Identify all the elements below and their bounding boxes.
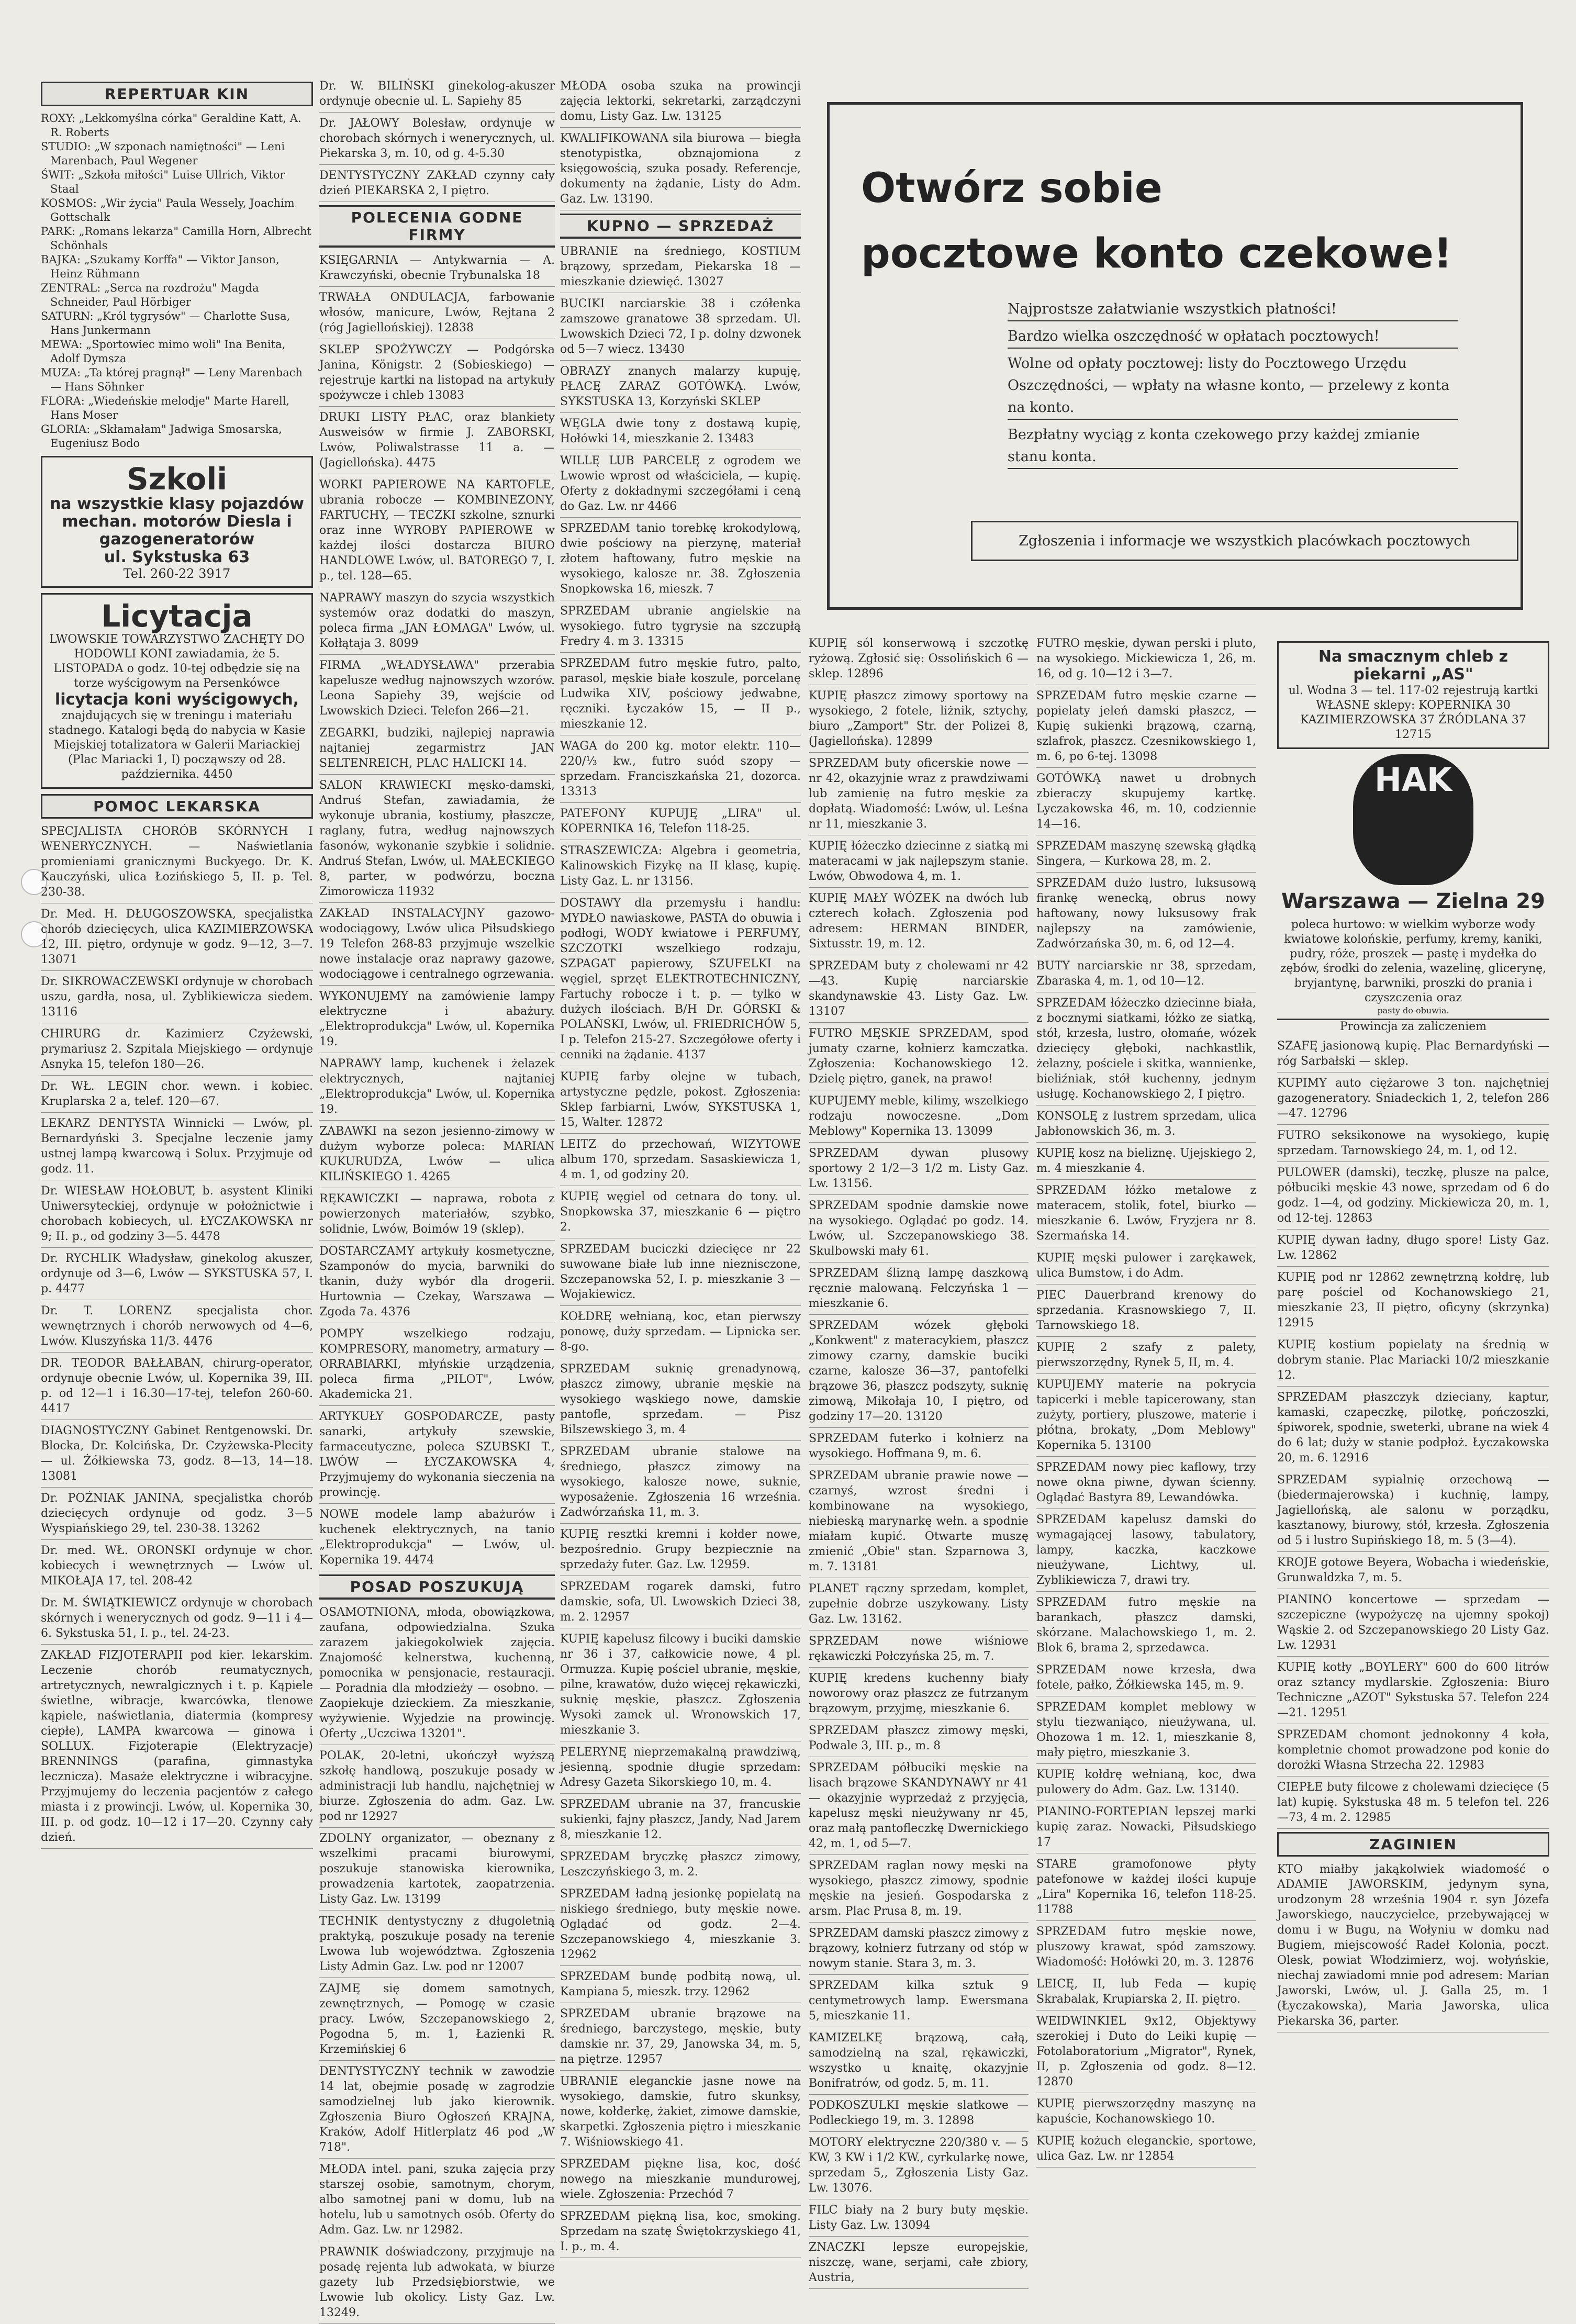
section-header-pomoc: POMOC LEKARSKA	[41, 794, 313, 819]
classified-ad: SPRZEDAM futro męskie futro, palto, parasol, męskie białe koszule, porcelanę Ludwika XIV, pościowy jedwabne, ręczniki. Łyczaków 15, — II p., mieszkanie 12.	[560, 656, 801, 735]
classified-ad: SPRZEDAM nowy piec kaflowy, trzy nowe okna piwne, dywan ścienny. Oglądać Bastyra 89, Lewandówka.	[1036, 1460, 1256, 1509]
classified-ad: Dr. T. LORENZ specjalista chor. wewnętrznych i chorób nerwowych od 4—6, Lwów. Kluszyńska 11/3. 4476	[41, 1303, 313, 1353]
classified-ad: LEICĘ, II, lub Feda — kupię Skrabalak, Krupiarska 2, II. piętro.	[1036, 1976, 1256, 2010]
classified-ad: SPRZEDAM łóżko metalowe z materacem, stolik, fotel, biurko — mieszkanie 6. Lwów, Fryzjera nr 8. Szermańska 14.	[1036, 1183, 1256, 1247]
classified-ad: SPRZEDAM ubranie prawie nowe — czarnyś, wzrost średni i kombinowane na wysokiego, niebieską marynarkę wełn. a spodnie miałam kupić. Otwarte muszę zmienić „Obie" stan. Szparnowa 3, m. 7. 13181	[809, 1468, 1029, 1578]
classified-ad: PULOWER (damski), teczkę, plusze na palce, półbuciki męskie 43 nowe, sprzedam od 6 do godz. 1—4, od godziny. Mickiewicza 20, m. 1, od 12-tej. 12863	[1277, 1165, 1549, 1230]
classified-ad: SPRZEDAM ubranie stalowe na średniego, płaszcz zimowy na wysokiego, kalosze nowe, suknie, wyposażenie. Zgłoszenia 16 września. Zadwórzańska 11, m. 3.	[560, 1444, 801, 1524]
classified-ad: STRASZEWICZA: Algebra i geometria, Kalinowskich Fizykę na II klasę, kupię. Listy Gaz. L. nr 13156.	[560, 843, 801, 892]
classified-ad: CIEPŁE buty filcowe z cholewami dziecięce (5 lat) kupię. Sykstuska 48 m. 5 telefon tel. 226—73, 4 m. 2. 12985	[1277, 1780, 1549, 1829]
column-4-left	[809, 636, 1029, 2292]
classified-ad: SPRZEDAM komplet meblowy w stylu tiezwaniąco, nieużywana, ul. Ohozowa 1 m. 12. 1, mieszkanie 8, mały piętro, mieszkanie 3.	[1036, 1700, 1256, 1764]
classified-ad: SPRZEDAM futerko i kołnierz na wysokiego. Hoffmana 9, m. 6.	[809, 1431, 1029, 1465]
classified-ad: TECHNIK dentystyczny z długoletnią praktyką, poszukuje posady na terenie Lwowa lub województwa. Zgłoszenia Listy Admin Gaz. Lw. pod nr 12007	[319, 1914, 555, 1978]
classified-ad: PELERYNĘ nieprzemakalną prawdziwą, jesienną, spodnie długie sprzedam: Adresy Gazeta Sikorskiego 10, m. 4.	[560, 1745, 801, 1794]
classified-ad: SPRZEDAM łóżeczko dziecinne biała, z bocznymi siatkami, łóżko ze siatką, stół, krzesła, lustro, ołomańe, wózek dziecięcy głęboki, nachkastlik, żelazny, pościele i skitka, wannienke, bieliźniak, stół kuchenny, jednym usługę. Kochanowskiego 2, I piętro.	[1036, 996, 1256, 1105]
classified-ad: Dr. RYCHLIK Władysław, ginekolog akuszer, ordynuje od 3—6, Lwów — SYKSTUSKA 57, I. p. 4477	[41, 1251, 313, 1300]
postal-footer: Zgłoszenia i informacje we wszystkich placówkach pocztowych	[971, 521, 1518, 561]
postal-account-ad	[827, 102, 1523, 610]
classified-ad: WĘGLA dwie tony z dostawą kupię, Hołówki 14, mieszkanie 2. 13483	[560, 416, 801, 450]
classified-ad: SPRZEDAM buciczki dziecięce nr 22 suwowane białe lub inne nieznisczone, Szczepanowska 52, I. p. mieszkanie 3 — Wojakiewicz.	[560, 1242, 801, 1306]
classified-ad: WYKONUJEMY na zamówienie lampy elektryczne i abażury. „Elektroprodukcja" Lwów, ul. Kopernika 19.	[319, 989, 555, 1053]
classified-ad: SPRZEDAM piękną lisa, koc, smoking. Sprzedam na szatę Świętokrzyskiego 41, I. p., m. 4.	[560, 2209, 801, 2258]
classified-ad: WORKI PAPIEROWE NA KARTOFLE, ubrania robocze — KOMBINEZONY, FARTUCHY, — TECZKI szkolne, sznurki oraz inne WYROBY PAPIEROWE w każdej ilości dostarcza BIURO HANDLOWE Lwów, ul. BATOREGO 7, I. p., tel. 128—65.	[319, 477, 555, 587]
classified-ad: KUPIĘ płaszcz zimowy sportowy na wysokiego, 2 fotele, liżnik, sztychy, biuro „Zamport" Str. der Polizei 8, (Jagiellońska). 12899	[809, 688, 1029, 753]
classified-ad: Dr. WIESŁAW HOŁOBUT, b. asystent Kliniki Uniwersyteckiej, ordynuje w położnictwie i chorobach kobiecych, ul. ŁYCZAKOWSKA nr 9; II. p., od godziny 3—5. 4478	[41, 1183, 313, 1248]
classified-ad: KUPIĘ pod nr 12862 zewnętrzną kołdrę, lub parę pościel od Kochanowskiego 21, mieszkanie 23, II piętro, oficyny (skrzynka) 12915	[1277, 1270, 1549, 1334]
classified-ad: DRUKI LISTY PŁAC, oraz blankiety Ausweisów w firmie J. ZABORSKI, Lwów, Poliwalstrasse 11 a. — (Jagiellońska). 4475	[319, 410, 555, 474]
classified-ad: BUTY narciarskie nr 38, sprzedam, Zbaraska 4, m. 1, od 10—12.	[1036, 958, 1256, 992]
classified-ad: SPRZEDAM damski płaszcz zimowy z brązowy, kołnierz futrzany od stóp w nowym stanie. Stara 3, m. 3.	[809, 1926, 1029, 1975]
classified-ad: SPRZEDAM płaszcz zimowy męski, Podwale 3, III. p., m. 8	[809, 1723, 1029, 1757]
classified-ad: SPRZEDAM sypialnię orzechową — (biedermajerowska) i kuchnię, lampy, Jagiellońską, ale salonu w porządku, kasztanowy, biurowy, stół, krzesła. Zgłoszenia od 5 i lustro Supińskiego 18, m. 5 (3—4).	[1277, 1472, 1549, 1552]
classified-ad: SALON KRAWIECKI męsko-damski, Andruś Stefan, zawiadamia, że wykonuje ubrania, kostiumy, płaszcze, raglany, futra, według najnowszych fasonów, wykonanie szybkie i solidnie. Andruś Stefan, Lwów, ul. MAŁECKIEGO 8, parter, w podwórzu, boczna Zimorowicza 11932	[319, 778, 555, 903]
classified-ad: DR. TEODOR BAŁŁABAN, chirurg-operator, ordynuje obecnie Lwów, ul. Kopernika 39, III. p. od 12—1 i 16.30—17-tej, telefon 260-60. 4417	[41, 1356, 313, 1420]
postal-title-line2: pocztowe konto czekowe!	[861, 230, 1452, 277]
classified-ad: SPRZEDAM rogarek damski, futro damskie, sofa, Ul. Lwowskich Dzieci 38, m. 2. 12957	[560, 1579, 801, 1628]
classified-ad: KAMIZELKĘ brązową, całą, samodzielną na szal, rękawiczki, wszystko u knaitę, okazyjnie Bonifratrów, od godz. 5, m. 11.	[809, 2030, 1029, 2095]
classified-ad: PIANINO-FORTEPIAN lepszej marki kupię zaraz. Nowacki, Piłsudskiego 17	[1036, 1804, 1256, 1853]
postal-benefit: Bardzo wielka oszczędność w opłatach pocztowych!	[1008, 326, 1458, 349]
cinema-entry: ZENTRAL: „Serca na rozdrożu" Magda Schneider, Paul Hörbiger	[41, 282, 259, 308]
classified-ad: SPRZEDAM ubranie na 37, francuskie sukienki, fajny płaszcz, Jandy, Nad Jarem 8, mieszkanie 12.	[560, 1797, 801, 1846]
auction-title: Licytacja	[101, 598, 253, 634]
classified-ad: KONSOLĘ z lustrem sprzedam, ulica Jabłonowskich 36, m. 3.	[1036, 1109, 1256, 1143]
classified-ad: MOTORY elektryczne 220/380 v. — 5 KW, 3 KW i 1/2 KW., cyrkularkę nowe, sprzedam 5,, Zgłoszenia Listy Gaz. Lw. 13076.	[809, 2135, 1029, 2199]
column-4-right	[1036, 636, 1256, 2171]
classified-ad: SPRZEDAM ładną jesionkę popielatą na niskiego średniego, buty męskie nowe. Oglądać od godz. 2—4. Szczepanowskiego 4, mieszkanie 3. 12962	[560, 1886, 801, 1966]
classified-ad: WILLĘ LUB PARCELĘ z ogrodem we Lwowie wprost od właściciela, — kupię. Oferty z dokładnymi szczegółami i ceną do Gaz. Lw. nr 4466	[560, 453, 801, 518]
classified-ad: Dr. WŁ. LEGIN chor. wewn. i kobiec. Kruplarska 2 a, telef. 120—67.	[41, 1079, 313, 1113]
classified-ad: SPRZEDAM piękne lisa, koc, dość nowego na mieszkanie mundurowej, wiele. Zgłoszenia: Przechód 7	[560, 2157, 801, 2206]
classified-ad: SPRZEDAM płaszczyk dzieciany, kaptur, kamaski, czapeczkę, pilotkę, pończoszki, śpiworek, spodnie, sweterki, ubrane na wiek 4 do 6 lat; duży w stanie podpłoż. Łyczakowska 20, m. 6. 12916	[1277, 1390, 1549, 1469]
classified-ad: SZAFĘ jasionową kupię. Plac Bernardyński — róg Sarbałski — sklep.	[1277, 1038, 1549, 1072]
classified-ad: SPRZEDAM półbuciki męskie na lisach brązowe SKANDYNAWY nr 41 — okazyjnie wyprzedaż z przyjęcia, kapelusz męski nieużywany nr 45, oraz małą pantofleczkę Dwernickiego 42, m. 1, od 5—7.	[809, 1760, 1029, 1855]
classified-ad: KUPIĘ kapelusz filcowy i buciki damskie nr 36 i 37, całkowicie nowe, 4 pl. Ormuzza. Kupię pościel ubranie, męskie, pilne, krawatów, dużo więcej rękawiczki, suknię męskie, płaszcz. Zgłoszenia Wysoki zamek ul. Wronowskich 17, mieszkanie 3.	[560, 1632, 801, 1741]
classified-ad: UBRANIE na średniego, KOSTIUM brązowy, sprzedam, Piekarska 18 — mieszkanie dziewięć. 13027	[560, 244, 801, 293]
classified-ad: KUPUJEMY materie na pokrycia tapicerki i meble tapicerowany, stan zużyty, portiery, pluszowe, materie i płótna, brokaty, „Dom Meblowy" Kopernika 5. 13100	[1036, 1377, 1256, 1457]
classified-ad: DOSTARCZAMY artykuły kosmetyczne, Szamponów do mycia, barwniki do tkanin, duży wybór dla drogerii. Hurtownia — Czekay, Warszawa — Zgoda 7a. 4376	[319, 1244, 555, 1323]
classified-ad: SPRZEDAM futro męskie czarne — popielaty jeleń damski płaszcz, — Kupię sukienki brązową, czarną, szlafrok, płaszcz. Czesnikowskiego 1, m. 6, po 6-tej. 13098	[1036, 688, 1256, 768]
section-header-posad: POSAD POSZUKUJĄ	[319, 1574, 555, 1600]
cinema-entry: SATURN: „Król tygrysów" — Charlotte Susa, Hans Junkermann	[41, 310, 290, 337]
column-2	[319, 79, 555, 2319]
classified-ad: LEITZ do przechowań, WIZYTOWE album 170, sprzedam. Sasaskiewicza 1, 4 m. 1, od godziny 20.	[560, 1137, 801, 1186]
classified-ad: NAPRAWY maszyn do szycia wszystkich systemów oraz dodatki do maszyn, poleca firma „JAN ŁOMAGA" Lwów, ul. Kołłątaja 3. 8099	[319, 590, 555, 655]
classified-ad: KROJE gotowe Beyera, Wobacha i wiedeńskie, Grunwaldzka 7, m. 5.	[1277, 1555, 1549, 1589]
classified-ad: SKLEP SPOŻYWCZY — Podgórska Janina, Königstr. 2 (Sobieskiego) — rejestruje kartki na listopad na artykuły spożywcze i chleb 13083	[319, 342, 555, 407]
cinema-entry: MEWA: „Sportowiec mimo woli" Ina Benita, Adolf Dymsza	[41, 338, 286, 365]
classified-ad: KUPIĘ farby olejne w tubach, artystyczne pędzle, pokost. Zgłoszenia: Sklep farbiarni, Lwów, SYKSTUSKA 1, 15, Walter. 12872	[560, 1069, 801, 1134]
classified-ad: PODKOSZULKI męskie slatkowe — Podleckiego 19, m. 3. 12898	[809, 2098, 1029, 2132]
classified-ad: ZDOLNY organizator, — obeznany z wszelkimi pracami biurowymi, poszukuje stanowiska kierownika, prowadzenia kartotek, zaopatrzenia. Listy Gaz. Lw. 13199	[319, 1831, 555, 1910]
lost-person-notice: KTO miałby jakąkolwiek wiadomość o ADAMIE JAWORSKIM, jedynym syna, urodzonym 28 września 1904 r. syn Józefa Jaworskiego, nauczycielce, przebywającej w domu i w Bugu, na Wołyniu w domku nad Bugiem, miejscowość Radeł Kolonia, poczt. Olesk, powiat Włodzimierz, woj. wołyńskie, niechaj zawiadomi mnie pod adresem: Marian Jaworski, Lwów, ul. J. Galla 25, m. 1 (Łyczakowska), Maria Jaworska, ulica Piekarska 36, parter.	[1277, 1862, 1549, 2032]
classified-ad: NOWE modele lamp abażurów i kuchenek elektrycznych, na tanio „Elektroprodukcja" — Lwów, ul. Kopernika 19. 4474	[319, 1507, 555, 1571]
cinema-entry: FLORA: „Wiedeńskie melodje" Marte Harell, Hans Moser	[41, 395, 290, 421]
classified-ad: SPRZEDAM futro męskie na barankach, płaszcz damski, skórzane. Malachowskiego 1, m. 2. Blok 6, brama 2, sprzedawca.	[1036, 1595, 1256, 1659]
classified-ad: SPRZEDAM kilka sztuk 9 centymetrowych lamp. Ewersmana 5, mieszkanie 11.	[809, 1978, 1029, 2027]
classified-ad: ZABAWKI na sezon jesienno-zimowy w dużym wyborze poleca: MARIAN KUKURUDZA, Lwów — ulica KILIŃSKIEGO 1. 4265	[319, 1124, 555, 1188]
classified-ad: POLAK, 20-letni, ukończył wyższą szkołę handlową, poszukuje posady w administracji lub handlu, najchętniej w biurze. Zgłoszenia do adm. Gaz. Lw. pod nr 12927	[319, 1748, 555, 1828]
classified-ad: Dr. POŹNIAK JANINA, specjalistka chorób dziecięcych ordynuje od godz. 3—5 Wyspiańskiego 29, tel. 230-38. 13262	[41, 1491, 313, 1540]
classified-ad: SPRZEDAM spodnie damskie nowe na wysokiego. Oglądać po godz. 14. Lwów, ul. Szczepanowskiego 38. Skulbowski mały 61.	[809, 1198, 1029, 1262]
classified-ad: ARTYKUŁY GOSPODARCZE, pasty sanarki, artykuły szewskie, farmaceutyczne, poleca SZUBSKI T., LWÓW — ŁYCZAKOWSKA 4, Przyjmujemy do wykonania sieczenia na prowincję.	[319, 1409, 555, 1504]
classified-ad: Dr. SIKROWACZEWSKI ordynuje w chorobach uszu, gardła, nosa, ul. Zyblikiewicza siedem. 13116	[41, 974, 313, 1023]
classified-ad: PIANINO koncertowe — sprzedam — szczepiczne (wypożyczę na ujemny spokoj) Wąskie 2. od Szczepanowskiego 20 Listy Gaz. Lw. 12931	[1277, 1592, 1549, 1657]
classified-ad: PIEC Dauerbrand krenowy do sprzedania. Krasnowskiego 7, II. Tarnowskiego 18.	[1036, 1288, 1256, 1337]
cinema-entry: STUDIO: „W szponach namiętności" — Leni Marenbach, Paul Wegener	[41, 140, 285, 167]
classified-ad: SPRZEDAM nowe wiśniowe rękawiczki Połczyńska 25, m. 7.	[809, 1634, 1029, 1668]
column-3	[560, 79, 801, 2253]
bakery-title: Na smacznym chleb z piekarni „AS"	[1318, 647, 1508, 684]
classified-ad: SPRZEDAM buty z cholewami nr 42—43. Kupię narciarskie skandynawskie 43. Listy Gaz. Lw. 13107	[809, 958, 1029, 1023]
auction-text: LWOWSKIE TOWARZYSTWO ZACHĘTY DO HODOWLI KONI zawiadamia, że 5. LISTOPADA o godz. 10-tej odbędzie się na torze wyścigowym na Persenkówce	[49, 633, 305, 690]
classified-ad: MŁODA osoba szuka na prowincji zajęcia lektorki, sekretarki, zarządczyni domu, Listy Gaz. Lw. 13125	[560, 79, 801, 128]
classified-ad: KUPIĘ kołdrę wełnianą, koc, dwa pulowery do Adm. Gaz. Lw. 13140.	[1036, 1767, 1256, 1801]
classified-ad: DENTYSTYCZNY technik w zawodzie 14 lat, obejmie posadę w zagrodzie samodzielnej lub jako kierownik. Zgłoszenia Biuro Ogłoszeń KRAJNA, Kraków, Adolf Hitlerplatz 46 pod „W 718".	[319, 2064, 555, 2159]
driving-school-address: ul. Sykstuska 63	[104, 548, 250, 566]
classified-ad: BUCIKI narciarskie 38 i czółenka zamszowe granatowe 38 sprzedam. Ul. Lwowskich Dzieci 72, I p. dolny dzwonek od 5—7 wiecz. 13430	[560, 296, 801, 361]
auction-tail: znajdujących się w treningu i materiału stadnego. Katalogi będą do nabycia w Kasie Miejskiej totalizatora w Galerii Mariackiej (Plac Mariacki 1, I) począwszy od 28. października. 4450	[48, 709, 306, 781]
cinema-entry: MUZA: „Ta której pragnął" — Leny Marenbach — Hans Söhnker	[41, 366, 303, 393]
section-header-zaginieni: ZAGINIEN	[1277, 1832, 1549, 1857]
classified-ad: KUPIĘ męski pulower i zarękawek, ulica Bumstow, i do Adm.	[1036, 1250, 1256, 1284]
classified-ad: SPRZEDAM maszynę szewską głądką Singera, — Kurkowa 28, m. 2.	[1036, 839, 1256, 873]
classified-ad: KUPIĘ kredens kuchenny biały noworowy oraz płaszcz ze futrzanym brązowym, przyjmę, mieszkanie 6.	[809, 1671, 1029, 1720]
classified-ad: SPRZEDAM kapelusz damski do wymagającej lasowy, tabulatory, lampy, kaczka, kaczkowe nieużywane, Lichtwy, ul. Zyblikiewicza 7, drawi try.	[1036, 1512, 1256, 1592]
section-header-repertuar: REPERTUAR KIN	[41, 82, 313, 106]
classified-ad: RĘKAWICZKI — naprawa, robota z powierzonych materiałów, szybko, solidnie, Lwów, Boimów 19 (sklep).	[319, 1191, 555, 1241]
classified-ad: Dr. W. BILIŃSKI ginekolog-akuszer ordynuje obecnie ul. L. Sapiehy 85	[319, 79, 555, 113]
auction-ad	[41, 593, 313, 789]
classified-ad: KUPIĘ dywan ładny, długo spore! Listy Gaz. Lw. 12862	[1277, 1233, 1549, 1267]
classified-ad: LEKARZ DENTYSTA Winnicki — Lwów, pl. Bernardyński 3. Specjalne leczenie jamy ustnej lampą kwarcową i Solux. Przyjmuje od godz. 11.	[41, 1116, 313, 1180]
postal-benefit: Najprostsze załatwianie wszystkich płatności!	[1008, 298, 1458, 321]
driving-school-contact	[48, 566, 306, 581]
classified-ad: SPRZEDAM nowe krzesła, dwa fotele, pałko, Żółkiewska 145, m. 9.	[1036, 1662, 1256, 1696]
classified-ad: SPRZEDAM suknię grenadynową, płaszcz zimowy, ubranie męskie na wysokiego wąskiego nowe, damskie pantofle, sprzedam. — Pisz Bilszewskiego 3, m. 4	[560, 1361, 801, 1441]
classified-ad: KUPIĘ kostium popielaty na średnią w dobrym stanie. Plac Mariacki 10/2 mieszkanie 12.	[1277, 1337, 1549, 1387]
classified-ad: KUPIĘ kożuch eleganckie, sportowe, ulica Gaz. Lw. nr 12854	[1036, 2133, 1256, 2167]
classified-ad: SPRZEDAM dużo lustro, luksusową firankę wenecką, obrus nowy haftowany, nowy luksusowy frak najlepszy na zamówienie, Zadwórzańska 30, m. 6, od 12—4.	[1036, 876, 1256, 955]
classified-ad: SPRZEDAM tanio torebkę krokodylową, dwie pościowy na pierzynę, materiał złotem haftowany, futro męskie na wysokiego, kalosze nr. 38. Zgłoszenia Snopkowska 16, mieszk. 7	[560, 521, 801, 600]
classified-ad: SPECJALISTA CHORÓB SKÓRNYCH I WENERYCZNYCH. — Naświetlania promieniami granicznymi Buckyego. Dr. K. Kauczyński, ulica Łozińskiego 5, II. p. Tel. 230-38.	[41, 824, 313, 903]
classified-ad: FUTRO seksikonowe na wysokiego, kupię sprzedam. Tarnowskiego 24, m. 1, od 12.	[1277, 1128, 1549, 1162]
section-header-kupno: KUPNO — SPRZEDAŻ	[560, 214, 801, 239]
classified-ad: Dr. Med. H. DŁUGOSZOWSKA, specjalistka chorób dziecięcych, ulica KAZIMIERZOWSKA 12, III. piętro, ordynuje w godz. 9—12, 3—7. 13071	[41, 907, 313, 971]
classified-ad: FUTRO MĘSKIE SPRZEDAM, spod jumaty czarne, kołnierz kamczatka. Zgłoszenia: Kochanowskiego 12. Dzielę piętro, ganek, na prawo!	[809, 1026, 1029, 1090]
classified-ad: KUPIĘ sól konserwową i szczotkę ryżową. Zgłosić się: Ossolińskich 6 — sklep. 12896	[809, 636, 1029, 685]
classified-ad: DOSTAWY dla przemysłu i handlu: MYDŁO nawiaskowe, PASTA do obuwia i podłogi, WODY kwiatowe i PERFUMY, SZCZOTKI wszelkiego rodzaju, SZPAGAT papierowy, SZUFELKI na węgiel, sprzęt ELEKTROTECHNICZNY, Fartuchy robocze i t. p. — tylko w dużych ilościach. B/H Dr. GÓRSKI & POLAŃSKI, Lwów, ul. FRIEDRICHÓW 5, I p. Telefon 215-27. Szczegółowe oferty i cenniki na żądanie. 4137	[560, 896, 801, 1066]
classified-ad: ZEGARKI, budziki, najlepiej naprawia najtaniej zegarmistrz JAN SELTENREICH, PLAC HALICKI 14.	[319, 725, 555, 775]
column-5	[1277, 636, 1549, 2041]
classified-ad: ZAJMĘ się domem samotnych, zewnętrznych, — Pomogę w czasie pracy. Lwów, Szczepanowskiego 2, Pogodna 5, m. 1, Łazienki R. Krzemińskiej 6	[319, 1981, 555, 2061]
classified-ad: FUTRO męskie, dywan perski i pluto, na wysokiego. Mickiewicza 1, 26, m. 16, od g. 10—12 i 3—7.	[1036, 636, 1256, 685]
postal-benefits	[1008, 298, 1458, 473]
classified-ad: KUPIĘ węgiel od cetnara do tony. ul. Snopkowska 37, mieszkanie 6 — piętro 2.	[560, 1189, 801, 1238]
classified-ad: KUPIĘ resztki kremni i kołder nowe, bezpośrednio. Grupy bezpiecznie na sprzedaży futer. Gaz. Lw. 12959.	[560, 1527, 801, 1576]
hak-shoe: pasty do obuwia.	[1377, 1005, 1449, 1015]
driving-school-ad	[41, 456, 313, 588]
classified-ad: SPRZEDAM buty oficerskie nowe — nr 42, okazyjnie wraz z prawdziwami lub zamienię na futro męskie za dopłatą. Wiadomość: Lwów, ul. Leśna nr 11, mieszkanie 3.	[809, 756, 1029, 835]
classified-ad: ZAKŁAD INSTALACYJNY gazowo-wodociągowy, Lwów ulica Piłsudskiego 19 Telefon 268-83 przyjmuje wszelkie nowe instalacje oraz naprawy gazowe, wodociągowe i centralnego ogrzewania.	[319, 906, 555, 986]
cinema-entry: ŚWIT: „Szkoła miłości" Luise Ullrich, Viktor Staal	[41, 169, 285, 195]
classified-ad: KUPIĘ kotły „BOYLERY" 600 do 600 litrów oraz sztancy mydlarskie. Zgłoszenia: Biuro Techniczne „AZOT" Sykstuska 57. Telefon 224—21. 12951	[1277, 1660, 1549, 1724]
cinema-list	[41, 111, 313, 451]
classified-ad: KWALIFIKOWANA sila biurowa — biegła stenotypistka, obznajomiona z księgowością, szuka posady. Referencje, dokumenty na żądanie, Listy do Adm. Gaz. Lw. 13190.	[560, 131, 801, 210]
classified-ad: Dr. M. ŚWIĄTKIEWICZ ordynuje w chorobach skórnych i wenerycznych od godz. 9—11 i 4—6. Sykstuska 51, I. p., tel. 24-23.	[41, 1595, 313, 1645]
classified-ad: KUPIĘ pierwszorzędny maszynę na kapuście, Kochanowskiego 10.	[1036, 2096, 1256, 2130]
classified-ad: OBRAZY znanych malarzy kupuję, PŁACĘ ZARAZ GOTÓWKĄ. Lwów, SYKSTUSKA 13, Korzyński SKLEP	[560, 364, 801, 413]
classified-ad: CHIRURG dr. Kazimierz Czyżewski, prymariusz 2. Szpitala Miejskiego — ordynuje Asnyka 15, telefon 180—26.	[41, 1026, 313, 1076]
cinema-entry: BAJKA: „Szukamy Korffa" — Viktor Janson, Heinz Rühmann	[41, 253, 280, 280]
classified-ad: PRAWNIK doświadczony, przyjmuje na posadę rejenta lub adwokata, w biurze gazety lub Przedsiębiorstwie, we Lwowie lub okolicy. Listy Gaz. Lw. 13249.	[319, 2244, 555, 2324]
classified-ad: KUPIĘ MAŁY WÓZEK na dwóch lub czterech kołach. Zgłoszenia pod adresem: HERMAN BINDER, Sixtusstr. 19, m. 12.	[809, 891, 1029, 955]
classified-ad: NAPRAWY lamp, kuchenek i żelazek elektrycznych, najtaniej „Elektroprodukcja" Lwów, ul. Kopernika 19.	[319, 1056, 555, 1121]
hak-text: poleca hurtowo: w wielkim wyborze wody kwiatowe kolońskie, perfumy, kremy, kaniki, pudry, róże, proszek — pastę i mydełka do zębów, środki do zelenia, wazelinę, glicerynę, bryjantynę, barwniki, proszki do prania i czyszczenia oraz	[1280, 918, 1547, 1004]
classified-ad: Dr. med. WŁ. ORONSKI ordynuje w chor. kobiecych i wewnętrznych — Lwów ul. MIKOŁAJA 17, tel. 208-42	[41, 1543, 313, 1592]
hak-ad	[1277, 754, 1549, 1033]
classified-ad: OSAMOTNIONA, młoda, obowiązkowa, zaufana, odpowiedzialna. Szuka zarazem jakiegokolwiek zajęcia. Znajomość kelnerstwa, kuchenną, pomocnika w pensjonacie, restauracji. — Poradnia dla młodzieży — osobno. — Zaopiekuje dzieckiem. Za mieszkanie, wyżywienie. Wyjedzie na prowincję. Oferty ,,Uczciwa 13201".	[319, 1605, 555, 1745]
classified-ad: STARE gramofonowe płyty patefonowe w każdej ilości kupuje „Lira" Kopernika 16, telefon 118-25. 11788	[1036, 1857, 1256, 1921]
hak-title: Warszawa — Zielna 29	[1281, 889, 1545, 913]
bakery-ad	[1277, 641, 1549, 749]
classified-ad: WEIDWINKIEL 9x12, Objektywy szerokiej i Duto do Leiki kupię — Fotolaboratorium „Migrator", Rynek, II, p. Zgłoszenia od godz. 8—12. 12870	[1036, 2014, 1256, 2093]
driving-school-num: 3917	[198, 566, 231, 581]
classified-ad: KUPIĘ łóżeczko dziecinne z siatką mi materacami w jak najlepszym stanie. Lwów, Obwodowa 4, m. 1.	[809, 839, 1029, 888]
hak-tail: Prowincja za zaliczeniem	[1277, 1019, 1549, 1033]
classified-ad: DIAGNOSTYCZNY Gabinet Rentgenowski. Dr. Blocka, Dr. Kolcińska, Dr. Czyżewska-Plecity — ul. Żółkiewska 73, godz. 8—13, 14—18. 13081	[41, 1423, 313, 1488]
bakery-text: ul. Wodna 3 — tel. 117-02 rejestrują kartki WŁASNE sklepy: KOPERNIKA 30 KAZIMIERZOWSKA 37 ŹRÓDLANA 37 12715	[1288, 684, 1538, 741]
classified-ad: SPRZEDAM futro męskie nowe, pluszowy krawat, spód zamszowy. Wiadomość: Hołówki 20, m. 3. 12876	[1036, 1924, 1256, 1973]
cinema-entry: ROXY: „Lekkomyślna córka" Geraldine Katt, A. R. Roberts	[41, 112, 301, 139]
classified-ad: SPRZEDAM bundę podbitą nową, ul. Kampiana 5, mieszk. trzy. 12962	[560, 1969, 801, 2003]
classified-ad: SPRZEDAM dywan plusowy sportowy 2 1/2—3 1/2 m. Listy Gaz. Lw. 13156.	[809, 1146, 1029, 1195]
postal-title-line1: Otwórz sobie	[861, 165, 1163, 212]
classified-ad: KUPIĘ 2 szafy z palety, pierwszorzędny, Rynek 5, II, m. 4.	[1036, 1340, 1256, 1374]
classified-ad: PLANET rączny sprzedam, komplet, zupełnie dobrze uszykowany. Listy Gaz. Lw. 13162.	[809, 1581, 1029, 1630]
auction-subtitle: licytacja koni wyścigowych,	[54, 690, 299, 709]
classified-ad: GOTÓWKĄ nawet u drobnych zbieraczy skupujemy kartkę. Lyczakowska 46, m. 10, codziennie 14—16.	[1036, 771, 1256, 835]
classified-ad: FILC biały na 2 bury buty męskie. Listy Gaz. Lw. 13094	[809, 2203, 1029, 2237]
classified-ad: KUPUJEMY meble, kilimy, wszelkiego rodzaju nowoczesne. „Dom Meblowy" Kopernika 13. 13099	[809, 1093, 1029, 1143]
classified-ad: Dr. JAŁOWY Bolesław, ordynuje w chorobach skórnych i wenerycznych, ul. Piekarska 3, m. 10, od g. 4-5.30	[319, 116, 555, 165]
classified-ad: DENTYSTYCZNY ZAKŁAD czynny cały dzień PIEKARSKA 2, I piętro.	[319, 168, 555, 202]
hak-logo: HAK	[1353, 754, 1473, 885]
classified-ad: ZAKŁAD FIZJOTERAPII pod kier. lekarskim. Leczenie chorób reumatycznych, artretycznych, newralgicznych i t. p. Kąpiele świetlne, wibracje, kwarcówka, tlenowe kąpiele, naświetlania, diatermia (kompresy ciepłe), LAMPA kwarcowa — ginowa i SOLLUX. Fizjoterapie (Elektryzacje) BRENNINGS (parafina, gimnastyka lecznicza). Masaże elektryczne i wibracyjne. Przyjmujemy do leczenia pacjentów z całego miasta i z prowincji. Lwów, ul. Kopernika 30, III. p. od godz. 10—12 i 17—20. Czynny cały dzień.	[41, 1648, 313, 1849]
classified-ad: KOŁDRĘ wełnianą, koc, etan pierwszy ponowę, duży sprzedam. — Lipnicka ser. 8-go.	[560, 1309, 801, 1358]
driving-school-tel: Tel. 260-22	[123, 566, 195, 581]
section-header-polecenia: POLECENIA GODNE FIRMY	[319, 205, 555, 248]
driving-school-title: Szkoli	[126, 461, 228, 497]
classified-ad: KUPIĘ kosz na bieliznę. Ujejskiego 2, m. 4 mieszkanie 4.	[1036, 1146, 1256, 1180]
classified-ad: WAGA do 200 kg. motor elektr. 110—220/⅓ kw., futro suód szopy — sprzedam. Franciszkańska 21, dozorca. 13313	[560, 739, 801, 803]
classified-ad: SPRZEDAM ślizną lampę daszkową ręcznie malowaną. Felczyńska 1 — mieszkanie 6.	[809, 1266, 1029, 1315]
classified-ad: SPRZEDAM bryczkę płaszcz zimowy, Leszczyńskiego 3, m. 2.	[560, 1849, 801, 1883]
classified-ad: UBRANIE eleganckie jasne nowe na wysokiego, damskie, futro skunksy, nowe, kołderkę, żakiet, zimowe damskie, skarpetki. Zgłoszenia piętro i mieszkanie 7. Wiśniowskiego 41.	[560, 2074, 801, 2153]
driving-school-text: na wszystkie klasy pojazdów mechan. motorów Diesla i gazogeneratorów	[49, 495, 305, 549]
classified-ad: KSIĘGARNIA — Antykwarnia — A. Krawczyński, obecnie Trybunalska 18	[319, 253, 555, 287]
classified-ad: ZNACZKI lepsze europejskie, niszczę, wane, serjami, całe zbiory, Austria,	[809, 2240, 1029, 2289]
classified-ad: SPRZEDAM wózek głęboki „Konkwent" z materacykiem, płaszcz zimowy czarny, damskie buciki czarne, kalosze 36—37, pantofelki brązowe 36, płaszcz podszyty, suknię zimową, Mikołaja 10, I piętro, od godziny 17—20. 13120	[809, 1318, 1029, 1428]
classified-ad: PATEFONY KUPUJĘ „LIRA" ul. KOPERNIKA 16, Telefon 118-25.	[560, 806, 801, 840]
classified-ad: SPRZEDAM raglan nowy męski na wysokiego, płaszcz zimowy, spodnie męskie na jesień. Gospodarska z arsm. Plac Prusa 8, m. 19.	[809, 1858, 1029, 1923]
column-4	[809, 636, 1259, 2284]
cinema-entry: KOSMOS: „Wir życia" Paula Wessely, Joachim Gottschalk	[41, 197, 295, 224]
classified-ad: SPRZEDAM ubranie brązowe na średniego, barczystego, męskie, buty damskie nr. 37, 29, Janowska 34, m. 5, na piętrze. 12957	[560, 2006, 801, 2071]
medical-ads	[41, 824, 313, 1849]
cinema-entry: GLORIA: „Skłamałam" Jadwiga Smosarska, Eugeniusz Bodo	[41, 423, 282, 450]
cinema-entry: PARK: „Romans lekarza" Camilla Horn, Albrecht Schönhals	[41, 225, 311, 252]
classified-ad: TRWAŁA ONDULACJA, farbowanie włosów, manicure, Lwów, Rejtana 2 (róg Jagiellońskiej). 12838	[319, 290, 555, 339]
classified-ad: MŁODA intel. pani, szuka zajęcia przy starszej osobie, samotnym, chorym, albo samotnej pani w domu, lub na hotelu, lub u samotnych osób. Oferty do Adm. Gaz. Lw. nr 12982.	[319, 2162, 555, 2241]
postal-benefit: Bezpłatny wyciąg z konta czekowego przy każdej zmianie stanu konta.	[1008, 424, 1458, 469]
classified-ad: SPRZEDAM chomont jednokonny 4 koła, kompletnie chomot prowadzone pod konie do dorożki Własna Strzecha 22. 12983	[1277, 1727, 1549, 1776]
classified-ad: FIRMA „WŁADYSŁAWA" przerabia kapelusze według najnowszych wzorów. Leona Sapiehy 39, wejście od Lwowskich Dzieci. Telefon 266—21.	[319, 658, 555, 722]
classified-ad: KUPIMY auto ciężarowe 3 ton. najchętniej gazogeneratory. Śniadeckich 1, 2, telefon 286—47. 12796	[1277, 1076, 1549, 1125]
classified-ad: SPRZEDAM ubranie angielskie na wysokiego. futro tygrysie na szczupłą Fredry 4. m 3. 13315	[560, 604, 801, 653]
column-1	[41, 79, 313, 2041]
classified-ad: POMPY wszelkiego rodzaju, KOMPRESORY, manometry, armatury — ORRABIARKI, młyńskie urządzenia, poleca firma „PILOT", Lwów, Akademicka 21.	[319, 1326, 555, 1406]
postal-benefit: Wolne od opłaty pocztowej: listy do Pocztowego Urzędu Oszczędności, — wpłaty na własne konto, — przelewy z konta na konto.	[1008, 353, 1458, 420]
